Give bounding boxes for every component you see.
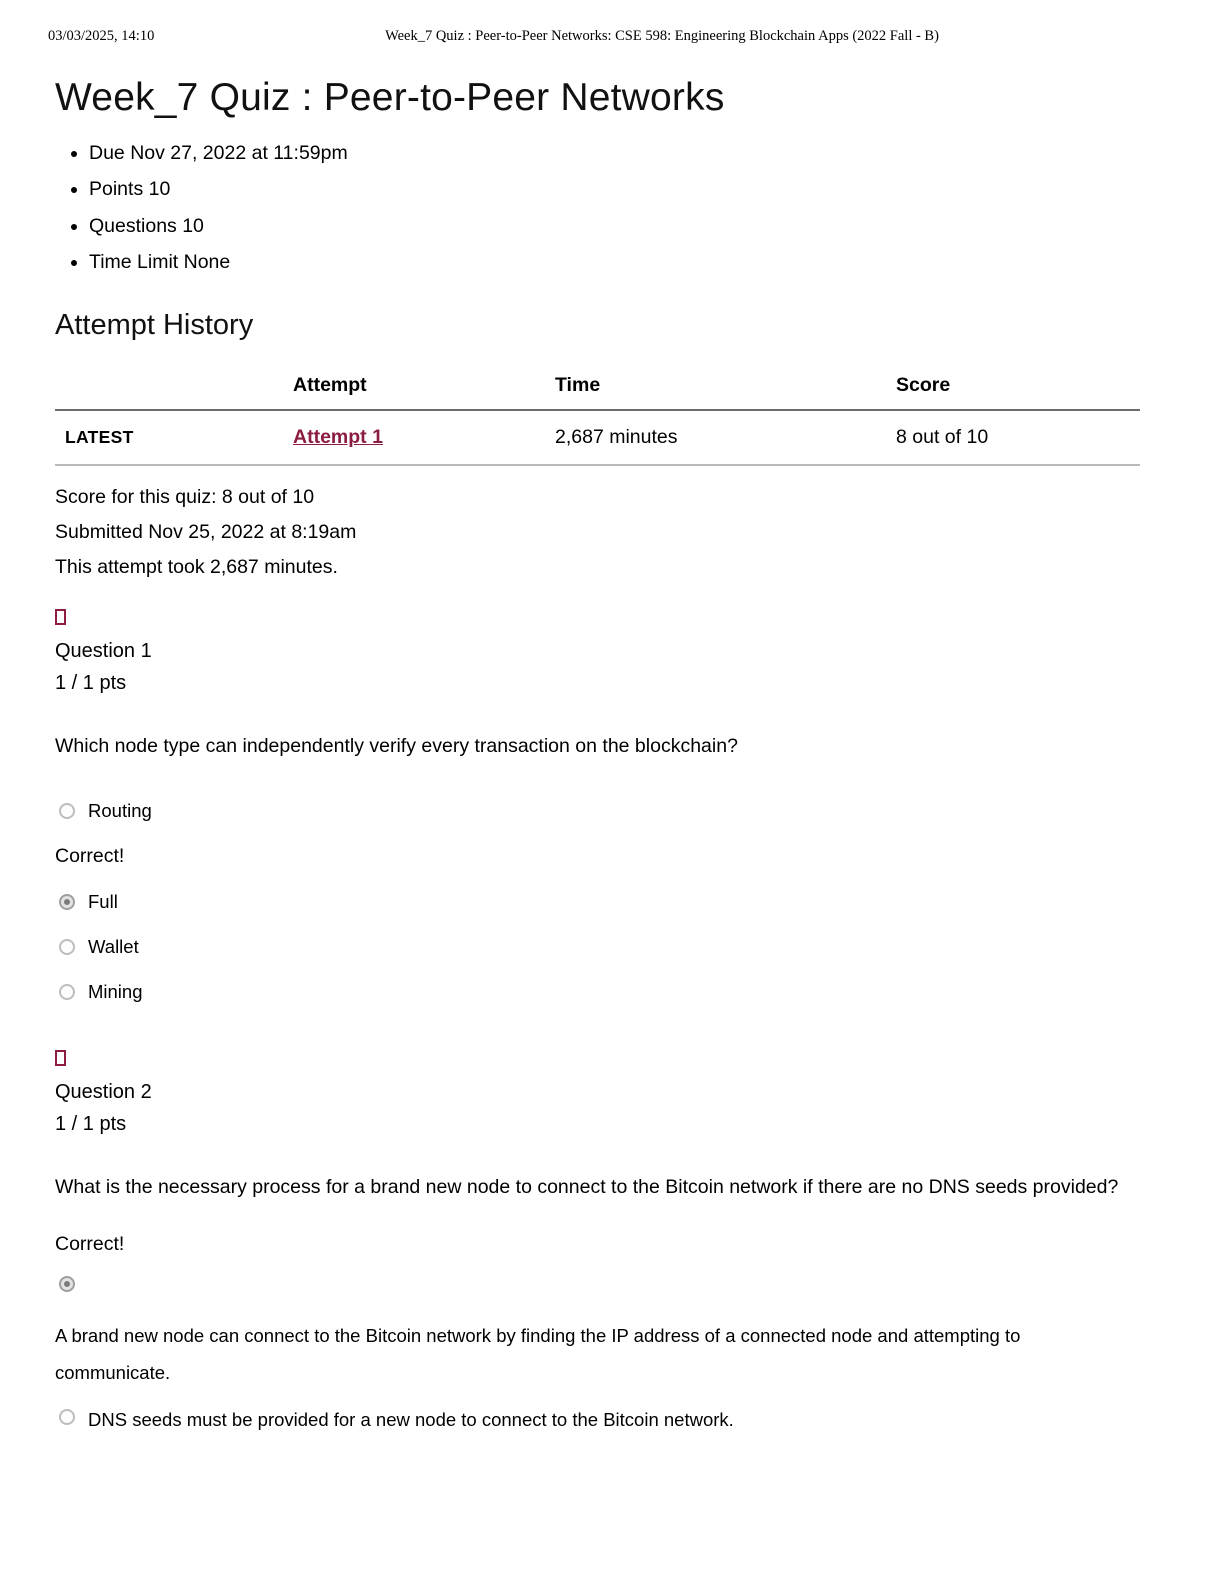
attempt-time: 2,687 minutes xyxy=(555,425,678,448)
radio-button[interactable] xyxy=(59,803,75,819)
answer-option xyxy=(55,936,1140,958)
print-header xyxy=(0,0,1224,50)
question-points: 1 / 1 pts xyxy=(55,671,127,694)
attempt-table-header-time: Time xyxy=(545,368,886,410)
latest-label: LATEST xyxy=(65,426,134,447)
quiz-submitted-line: Submitted Nov 25, 2022 at 8:19am xyxy=(55,520,357,543)
question-2-answers xyxy=(55,1233,1140,1431)
question-title: Question 1 xyxy=(55,639,152,662)
attempt-table-header-attempt: Attempt xyxy=(283,368,545,410)
quiz-meta-questions: • Questions 10 xyxy=(89,215,1140,238)
attempt-score: 8 out of 10 xyxy=(896,425,989,448)
attempt-history-heading: Attempt History xyxy=(55,308,254,341)
radio-button-selected[interactable] xyxy=(59,894,75,910)
attempt-table-header-blank xyxy=(55,368,283,410)
attempt-table-header-row xyxy=(55,368,1140,410)
radio-button[interactable] xyxy=(59,939,75,955)
answer-option xyxy=(55,800,1140,822)
answer-option xyxy=(55,891,1140,913)
quiz-duration-line: This attempt took 2,687 minutes. xyxy=(55,555,338,578)
flag-icon xyxy=(55,609,66,625)
quiz-score-line: Score for this quiz: 8 out of 10 xyxy=(55,485,315,508)
attempt-link[interactable]: Attempt 1 xyxy=(293,425,383,448)
answer-option xyxy=(55,1274,1140,1294)
attempt-table-row xyxy=(55,410,1140,465)
radio-button[interactable] xyxy=(59,1409,75,1425)
quiz-title: Week_7 Quiz : Peer-to-Peer Networks xyxy=(55,76,725,119)
attempt-history-table xyxy=(55,368,1140,466)
attempt-table-header-score: Score xyxy=(886,368,1140,410)
correct-label: Correct! xyxy=(55,1232,125,1255)
radio-button-selected[interactable] xyxy=(59,1276,75,1292)
question-2-block xyxy=(55,1026,1140,1431)
question-text: What is the necessary process for a brand new node to connect to the Bitcoin network if there are no DNS seeds provided? xyxy=(55,1175,1119,1198)
quiz-meta-time-limit: • Time Limit None xyxy=(89,251,1140,274)
answer-label: Wallet xyxy=(88,935,139,957)
print-datetime: 03/03/2025, 14:10 xyxy=(48,28,155,44)
answer-label: DNS seeds must be provided for a new node to connect to the Bitcoin network. xyxy=(88,1408,734,1430)
quiz-summary xyxy=(55,480,1140,585)
quiz-meta-points: • Points 10 xyxy=(89,178,1140,201)
flag-icon xyxy=(55,1050,66,1066)
answer-option xyxy=(55,1409,1140,1431)
answer-label: Full xyxy=(88,890,118,912)
quiz-meta-due: • Due Nov 27, 2022 at 11:59pm xyxy=(89,142,1140,165)
correct-label: Correct! xyxy=(55,844,125,867)
answer-label: A brand new node can connect to the Bitcoin network by finding the IP address of a connected node and attempting to communicate. xyxy=(55,1324,1021,1383)
question-1-block xyxy=(55,585,1140,1003)
print-title: Week_7 Quiz : Peer-to-Peer Networks: CSE 598: Engineering Blockchain Apps (2022 Fall - B) xyxy=(385,28,939,44)
question-text: Which node type can independently verify every transaction on the blockchain? xyxy=(55,734,738,757)
quiz-meta-list xyxy=(55,142,1140,275)
question-title: Question 2 xyxy=(55,1080,152,1103)
question-points: 1 / 1 pts xyxy=(55,1112,127,1135)
answer-label: Routing xyxy=(88,799,152,821)
page-content xyxy=(0,76,1224,1431)
answer-option xyxy=(55,981,1140,1003)
answer-label: Mining xyxy=(88,980,143,1002)
radio-button[interactable] xyxy=(59,984,75,1000)
question-1-answers xyxy=(55,800,1140,1003)
